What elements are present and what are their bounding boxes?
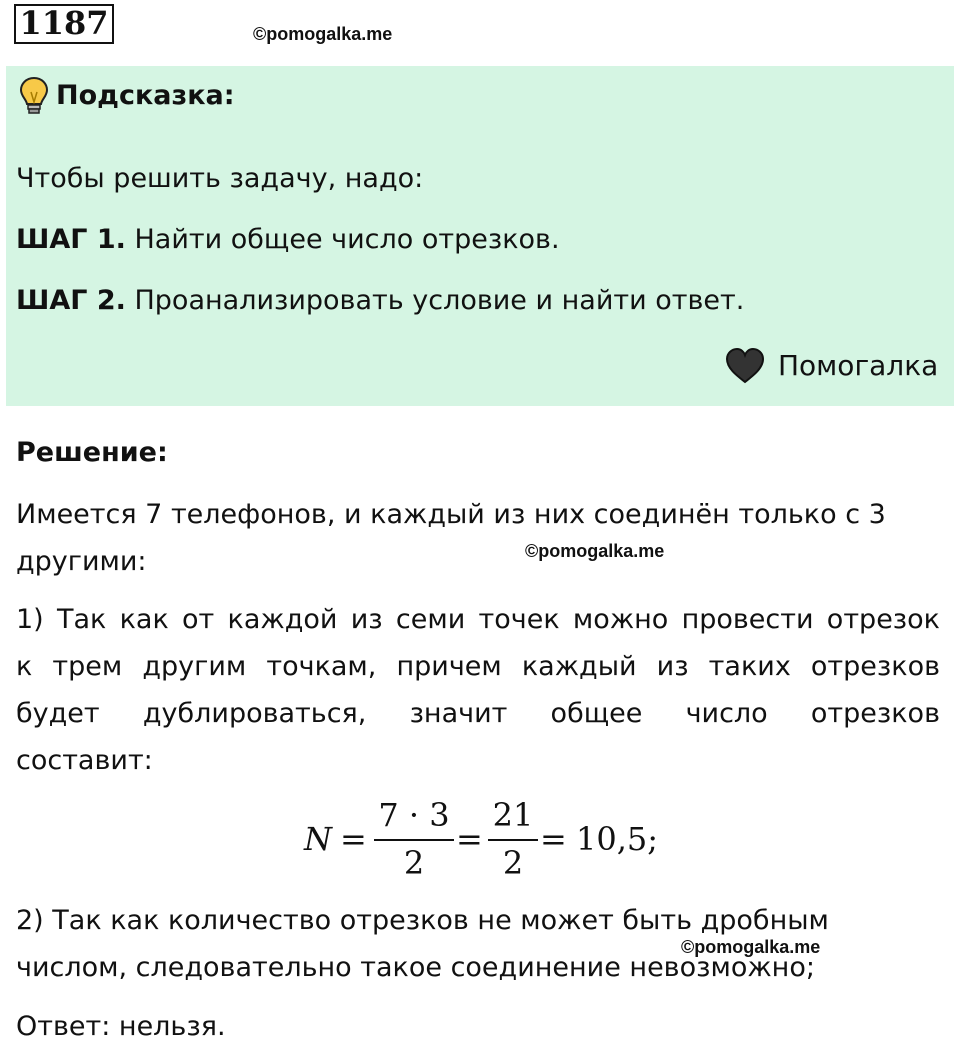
fraction-1-denominator: 2 [403, 844, 425, 882]
fraction-2-numerator: 21 [492, 796, 534, 834]
brand-label: Помогалка [778, 349, 939, 382]
formula-eq-3: = [540, 820, 567, 858]
solution-step-2: 2) Так как количество отрезков не может быть дробным числом, следовательно такое соединение невозможно; [16, 905, 829, 983]
step1-line-1: 1) Так как от каждой из семи точек можно провести отрезок [16, 604, 940, 635]
watermark-bottom: ©pomogalka.me [681, 937, 821, 957]
hint-title: Подсказка: [56, 80, 235, 111]
formula-result: 10,5; [576, 820, 659, 858]
task-number: 1187 [14, 4, 114, 44]
solution-intro: Имеется 7 телефонов, и каждый из них соединён только с 3 другими: [16, 499, 886, 577]
hint-step-1-label: ШАГ 1. [16, 224, 126, 255]
solution-title: Решение: [16, 437, 168, 468]
hint-step-2 [16, 281, 744, 321]
watermark-top: ©pomogalka.me [253, 24, 393, 44]
hint-step-2-label: ШАГ 2. [16, 285, 126, 316]
formula-fraction-1 [374, 795, 454, 885]
fraction-2-bar [488, 839, 538, 841]
lightbulb-icon [18, 76, 50, 116]
step1-line-3: будет дублироваться, значит общее число отрезков [16, 698, 940, 729]
watermark-middle: ©pomogalka.me [525, 541, 665, 561]
formula-fraction-2 [488, 795, 538, 885]
fraction-2-denominator: 2 [502, 844, 524, 882]
hint-intro: Чтобы решить задачу, надо: [16, 163, 424, 194]
hint-step-1-text: Найти общее число отрезков. [125, 224, 560, 255]
formula [300, 795, 720, 885]
heart-icon [724, 347, 766, 385]
formula-eq-2: = [456, 820, 483, 858]
fraction-1-bar [374, 839, 454, 841]
formula-lhs: N [304, 820, 332, 858]
step1-line-4: составит: [16, 745, 153, 776]
hint-step-2-text: Проанализировать условие и найти ответ. [125, 285, 745, 316]
formula-eq-1: = [340, 820, 367, 858]
hint-step-1 [16, 220, 560, 260]
answer: Ответ: нельзя. [16, 1011, 226, 1042]
fraction-1-numerator: 7 · 3 [378, 796, 450, 834]
step1-line-2: к трем другим точкам, причем каждый из таких отрезков [16, 651, 940, 682]
